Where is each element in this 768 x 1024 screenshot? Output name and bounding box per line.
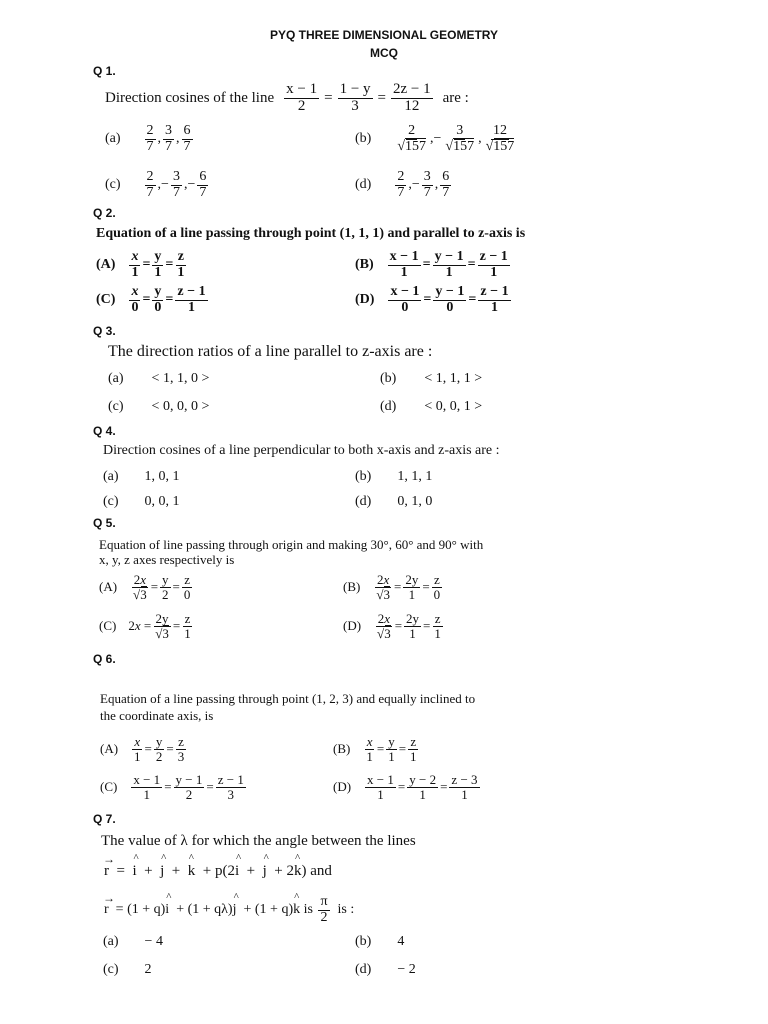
option-text: 2: [144, 962, 152, 977]
option-c[interactable]: (C) $\frac{x}{0}$ = $\frac{y}{0}$ = $\frac{z - 1}{1}$: [96, 284, 206, 315]
fraction: [182, 124, 193, 154]
denominator: 3: [177, 748, 185, 764]
denominator: [484, 140, 517, 155]
option-text: − 2: [397, 962, 416, 977]
fraction: [484, 124, 517, 154]
fraction: 2x √ 3: [374, 573, 392, 601]
line2-end: is :: [337, 902, 355, 918]
option-label: (d): [380, 399, 397, 414]
option-label: (D): [343, 618, 362, 634]
option-text: − 4: [144, 934, 163, 949]
denominator: 7: [165, 138, 173, 154]
fraction: 2x √ 3: [131, 573, 149, 601]
question-label: Q 4.: [93, 424, 116, 438]
option-label: (d): [355, 494, 372, 509]
fraction: [145, 124, 156, 154]
option-c[interactable]: [103, 962, 152, 978]
option-text: 1, 1, 1: [397, 469, 433, 484]
denominator: 0: [401, 299, 409, 315]
denominator: 1: [461, 786, 468, 802]
fraction: [175, 250, 186, 280]
fraction: [391, 82, 433, 115]
line1-end: and: [310, 863, 332, 879]
fraction: [478, 250, 510, 280]
option-label: (b): [355, 469, 372, 484]
numerator: 3: [165, 123, 173, 138]
option-d[interactable]: [380, 399, 482, 415]
fraction: [216, 773, 246, 801]
fraction: [176, 735, 187, 763]
numerator: 2: [146, 169, 154, 184]
question-label: Q 2.: [93, 206, 116, 220]
fraction: [365, 773, 396, 801]
option-label: (a): [103, 934, 119, 949]
option-label: (c): [103, 494, 119, 509]
numerator: x − 1: [389, 249, 419, 264]
option-c[interactable]: (C) $\frac{x - 1}{1}$ = $\frac{y - 1}{2}$ = $\frac{z - 1}{3}$: [100, 772, 244, 802]
question-stem: Direction cosines of a line perpendicular to both x-axis and z-axis are :: [103, 443, 500, 458]
fraction: [174, 773, 205, 801]
option-label: (c): [108, 399, 124, 414]
vector-line-1: → r = ^ i + ^ j + ^ k + p(2^ i + ^ j + 2^ k) and: [104, 863, 332, 880]
option-a[interactable]: (A) 2x √ 3 = $\frac{y}{2}$ = $\frac{z}{0}$: [99, 573, 194, 601]
fraction: $\frac{z}{0}$: [183, 572, 191, 602]
denominator: 7: [442, 184, 450, 200]
fraction: [131, 773, 162, 801]
fraction: [163, 124, 174, 154]
denominator: 1: [490, 264, 498, 280]
fraction: [145, 170, 156, 200]
denominator: [443, 140, 476, 155]
numerator: y: [154, 249, 162, 264]
option-label: (B): [333, 741, 351, 757]
option-a[interactable]: (a) $\frac{2}{7}$ , $\frac{3}{7}$ , $\frac{6}{7}$: [105, 123, 191, 154]
fraction: [395, 170, 406, 200]
denominator: 0: [154, 299, 162, 315]
numerator: 1 − y: [339, 81, 371, 97]
denominator: 1: [400, 264, 408, 280]
numerator: z: [178, 734, 184, 749]
option-label: (c): [105, 177, 121, 193]
fraction: [440, 170, 451, 200]
fraction: 2y √ 3: [153, 612, 171, 640]
denominator: 2: [185, 786, 193, 802]
numerator: x: [134, 734, 141, 749]
numerator: 12: [492, 123, 507, 138]
denominator: 7: [397, 184, 405, 200]
fraction: [433, 250, 466, 280]
question-label: Q 5.: [93, 516, 116, 530]
numerator: x: [366, 734, 373, 749]
option-text: < 0, 0, 0 >: [151, 399, 210, 414]
numerator: 2z − 1: [393, 81, 431, 97]
vector-line-2: → r = (1 + q)^ i + (1 + qλ)^ j + (1 + q)^ k is $\frac{\pi}{2}$ is :: [104, 895, 354, 925]
numerator: z: [177, 249, 185, 264]
fraction: [152, 285, 163, 315]
fraction: [443, 124, 476, 154]
option-label: (c): [103, 962, 119, 977]
option-label: (D): [333, 779, 352, 795]
fraction: $\frac{z}{1}$: [434, 611, 441, 641]
option-label: (A): [100, 741, 119, 757]
denominator: 7: [183, 138, 191, 154]
option-label: (d): [355, 962, 372, 977]
question-stem: [105, 82, 469, 115]
option-label: (C): [96, 292, 116, 308]
option-label: (a): [103, 469, 119, 484]
numerator: y: [155, 734, 163, 749]
denominator: 0: [131, 299, 139, 315]
denominator: [395, 140, 428, 155]
question-stem: Equation of a line passing through point (1, 1, 1) and parallel to z-axis is: [96, 226, 526, 241]
denominator: 1: [143, 786, 151, 802]
numerator: x − 1: [133, 772, 161, 787]
question-stem: The value of λ for which the angle between the lines: [101, 833, 416, 849]
denominator: 7: [423, 184, 431, 200]
option-a[interactable]: (A) $\frac{x}{1}$ = $\frac{y}{2}$ = $\frac{z}{3}$: [100, 734, 185, 764]
option-label: (A): [99, 579, 118, 595]
fraction: $\frac{z}{0}$: [433, 572, 441, 602]
denominator: 1: [177, 264, 185, 280]
option-text: 1, 0, 1: [144, 469, 180, 484]
denominator: 1: [419, 786, 426, 802]
numerator: 2: [408, 123, 416, 138]
fraction: $\frac{z}{1}$: [184, 611, 191, 641]
numerator: 3: [172, 169, 180, 184]
option-text: 4: [397, 934, 405, 949]
option-b[interactable]: (B) $\frac{x}{1}$ = $\frac{y}{1}$ = $\frac{z}{1}$: [333, 734, 417, 764]
fraction: $\frac{2y}{1}$: [405, 572, 419, 602]
numerator: x: [131, 249, 139, 264]
numerator: z − 1: [480, 284, 509, 299]
question-stem-line1: Equation of line passing through origin and making 30°, 60° and 90° with: [99, 537, 484, 552]
denominator: 12: [404, 97, 420, 114]
question-stem: The direction ratios of a line parallel to z-axis are :: [108, 343, 433, 360]
numerator: x: [131, 284, 139, 299]
numerator: 6: [199, 169, 207, 184]
fraction: [284, 82, 319, 115]
denominator: 7: [199, 184, 207, 200]
option-label: (b): [355, 934, 372, 949]
denominator: 7: [146, 184, 154, 200]
numerator: x − 1: [286, 81, 318, 97]
fraction: [449, 773, 479, 801]
denominator: 1: [134, 748, 141, 764]
question-label: Q 6.: [93, 652, 116, 666]
option-c[interactable]: (c) $\frac{2}{7}$ ,− $\frac{3}{7}$ ,− $\frac{6}{7}$: [105, 169, 207, 200]
fraction: [129, 285, 140, 315]
option-text: 0, 1, 0: [397, 494, 433, 509]
sqrt: √ 157: [494, 138, 515, 154]
option-label: (a): [108, 371, 124, 386]
numerator: 2: [146, 123, 154, 138]
fraction: [422, 170, 433, 200]
fraction: [129, 250, 140, 280]
denominator: 0: [446, 299, 454, 315]
numerator: 3: [423, 169, 431, 184]
fraction: [386, 735, 397, 763]
question-stem-line1: Equation of a line passing through point (1, 2, 3) and equally inclined to: [100, 691, 476, 706]
option-d[interactable]: [355, 494, 432, 510]
fraction: [197, 170, 208, 200]
question-stem-line2: the coordinate axis, is: [100, 708, 214, 723]
fraction: [154, 735, 165, 763]
numerator: x − 1: [390, 284, 420, 299]
numerator: π: [320, 894, 328, 909]
option-label: (C): [100, 779, 118, 795]
numerator: z − 1: [479, 249, 508, 264]
denominator: 1: [410, 748, 417, 764]
numerator: 2: [397, 169, 405, 184]
option-a[interactable]: [103, 934, 163, 950]
option-label: (d): [355, 177, 372, 193]
denominator: 1: [154, 264, 162, 280]
fraction: [318, 895, 329, 925]
option-text: < 0, 0, 1 >: [424, 399, 483, 414]
fraction: $\frac{y}{2}$: [162, 572, 169, 602]
denominator: 1: [131, 264, 139, 280]
numerator: y − 1: [175, 772, 203, 787]
fraction: [338, 82, 373, 115]
option-a[interactable]: (A) $\frac{x}{1}$ = $\frac{y}{1}$ = $\frac{z}{1}$: [96, 249, 185, 280]
denominator: 1: [366, 748, 373, 764]
option-b[interactable]: (B) $\frac{x - 1}{1}$ = $\frac{y - 1}{1}$ = $\frac{z - 1}{1}$: [355, 249, 508, 280]
denominator: 1: [445, 264, 453, 280]
numerator: y − 2: [409, 772, 437, 787]
option-b[interactable]: [355, 934, 404, 950]
fraction: [407, 773, 438, 801]
denominator: 1: [490, 299, 498, 315]
option-c[interactable]: [108, 399, 209, 415]
stem-end: are :: [442, 89, 469, 106]
fraction: [175, 285, 207, 315]
numerator: y − 1: [435, 284, 465, 299]
stem-text: Direction cosines of the line: [105, 89, 275, 106]
option-label: (A): [96, 257, 116, 273]
denominator: 2: [297, 97, 306, 114]
fraction: [388, 250, 421, 280]
option-b[interactable]: [355, 469, 432, 485]
option-text: < 1, 1, 1 >: [424, 371, 483, 386]
option-label: (b): [380, 371, 397, 386]
denominator: 3: [227, 786, 235, 802]
option-d[interactable]: [355, 962, 416, 978]
fraction: [132, 735, 143, 763]
fraction: [408, 735, 419, 763]
numerator: 6: [442, 169, 450, 184]
numerator: z − 1: [177, 284, 206, 299]
numerator: x − 1: [367, 772, 394, 787]
option-c[interactable]: (C) 2x = 2y √ 3 = $\frac{z}{1}$: [99, 612, 195, 640]
option-b[interactable]: (B) 2x √ 3 = $\frac{2y}{1}$ = $\frac{z}{0}$: [343, 573, 444, 601]
option-label: (B): [355, 257, 374, 273]
numerator: z − 1: [217, 772, 244, 787]
option-label: (a): [105, 131, 121, 147]
question-label: Q 1.: [93, 64, 116, 78]
sqrt: √ 157: [405, 138, 426, 154]
fraction: [152, 250, 163, 280]
denominator: 3: [351, 97, 359, 114]
denominator: 1: [188, 299, 195, 315]
numerator: 6: [183, 123, 191, 138]
numerator: z: [410, 734, 417, 749]
option-d[interactable]: (D) $\frac{x - 1}{0}$ = $\frac{y - 1}{0}$ = $\frac{z - 1}{1}$: [355, 284, 509, 315]
option-label: (b): [355, 131, 372, 147]
option-b[interactable]: (b) 2 √ 157 , − 3 √ 157 , 12 √ 157: [355, 124, 518, 154]
option-label: (D): [355, 292, 375, 308]
fraction: $\frac{2y}{1}$: [406, 611, 420, 641]
numerator: z − 3: [451, 772, 478, 787]
question-stem-line2: x, y, z axes respectively is: [99, 552, 235, 567]
option-d[interactable]: (d) $\frac{2}{7}$ ,− $\frac{3}{7}$ , $\frac{6}{7}$: [355, 169, 450, 200]
fraction: 2x √ 3: [375, 612, 393, 640]
numerator: y: [154, 284, 162, 299]
fraction: [388, 285, 421, 315]
denominator: 1: [388, 748, 395, 764]
denominator: 2: [155, 748, 163, 764]
denominator: 7: [146, 138, 154, 154]
fraction: [433, 285, 466, 315]
option-text: < 1, 1, 0 >: [151, 371, 210, 386]
denominator: 1: [377, 786, 384, 802]
option-label: (C): [99, 618, 117, 634]
option-d[interactable]: (D) 2x √ 3 = $\frac{2y}{1}$ = $\frac{z}{1}$: [343, 612, 445, 640]
numerator: y: [388, 734, 395, 749]
fraction: [478, 285, 510, 315]
fraction: [395, 124, 428, 154]
question-label: Q 3.: [93, 324, 116, 338]
option-b[interactable]: [380, 371, 482, 387]
fraction: [171, 170, 182, 200]
option-label: (B): [343, 579, 361, 595]
sqrt: √ 157: [453, 138, 474, 154]
question-label: Q 7.: [93, 812, 116, 826]
numerator: 3: [456, 123, 464, 138]
page-subtitle: MCQ: [370, 46, 398, 60]
option-d[interactable]: (D) $\frac{x - 1}{1}$ = $\frac{y - 2}{1}$ = $\frac{z - 3}{1}$: [333, 772, 478, 802]
option-a[interactable]: [103, 469, 180, 485]
numerator: y − 1: [434, 249, 464, 264]
line-equation: $\frac{x - 1}{2}$ = $\frac{1 - y}{3}$ = $\frac{2z - 1}{12}$: [286, 81, 431, 114]
page-title: PYQ THREE DIMENSIONAL GEOMETRY: [269, 28, 499, 42]
option-text: 0, 0, 1: [144, 494, 180, 509]
denominator: 7: [172, 184, 180, 200]
denominator: 2: [320, 909, 328, 925]
option-a[interactable]: [108, 371, 209, 387]
option-c[interactable]: [103, 494, 180, 510]
fraction: [364, 735, 375, 763]
